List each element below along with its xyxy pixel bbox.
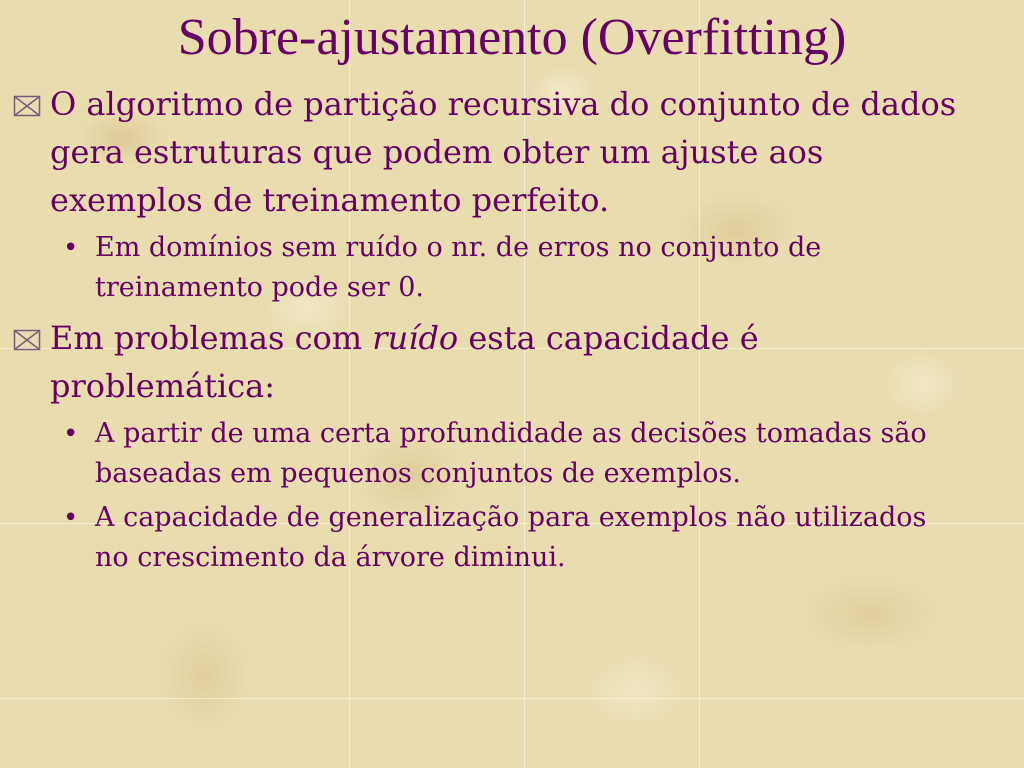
bullet-text: O algoritmo de partição recursiva do conjunto de dados gera estruturas que podem obter um ajuste aos exemplos de treinamento perfeito. [50, 85, 957, 219]
bullet-text: Em problemas com [50, 319, 373, 357]
background-seam [0, 698, 1024, 699]
sub-bullet-item [0, 228, 1024, 308]
bullet-text: esta capacidade é problemática: [50, 319, 759, 405]
sub-bullet-item [0, 414, 1024, 494]
bullet-item [0, 80, 1024, 224]
sub-bullet-text: A capacidade de generalização para exemplos não utilizados no crescimento da árvore diminui. [95, 502, 927, 573]
envelope-x-icon [13, 95, 41, 117]
slide-title: Sobre-ajustamento (Overfitting) [177, 9, 847, 66]
sub-bullet-item [0, 498, 1024, 578]
bullet-dot: • [63, 419, 79, 449]
bullet-emphasis: ruído [372, 319, 459, 357]
sub-bullet-text: Em domínios sem ruído o nr. de erros no conjunto de treinamento pode ser 0. [95, 232, 822, 303]
bullet-dot: • [63, 233, 79, 263]
slide-body [0, 80, 1024, 578]
sub-bullet-text: A partir de uma certa profundidade as decisões tomadas são baseadas em pequenos conjuntos de exemplos. [95, 418, 927, 489]
bullet-item [0, 314, 1024, 410]
bullet-dot: • [63, 503, 79, 533]
envelope-x-icon [13, 329, 41, 351]
